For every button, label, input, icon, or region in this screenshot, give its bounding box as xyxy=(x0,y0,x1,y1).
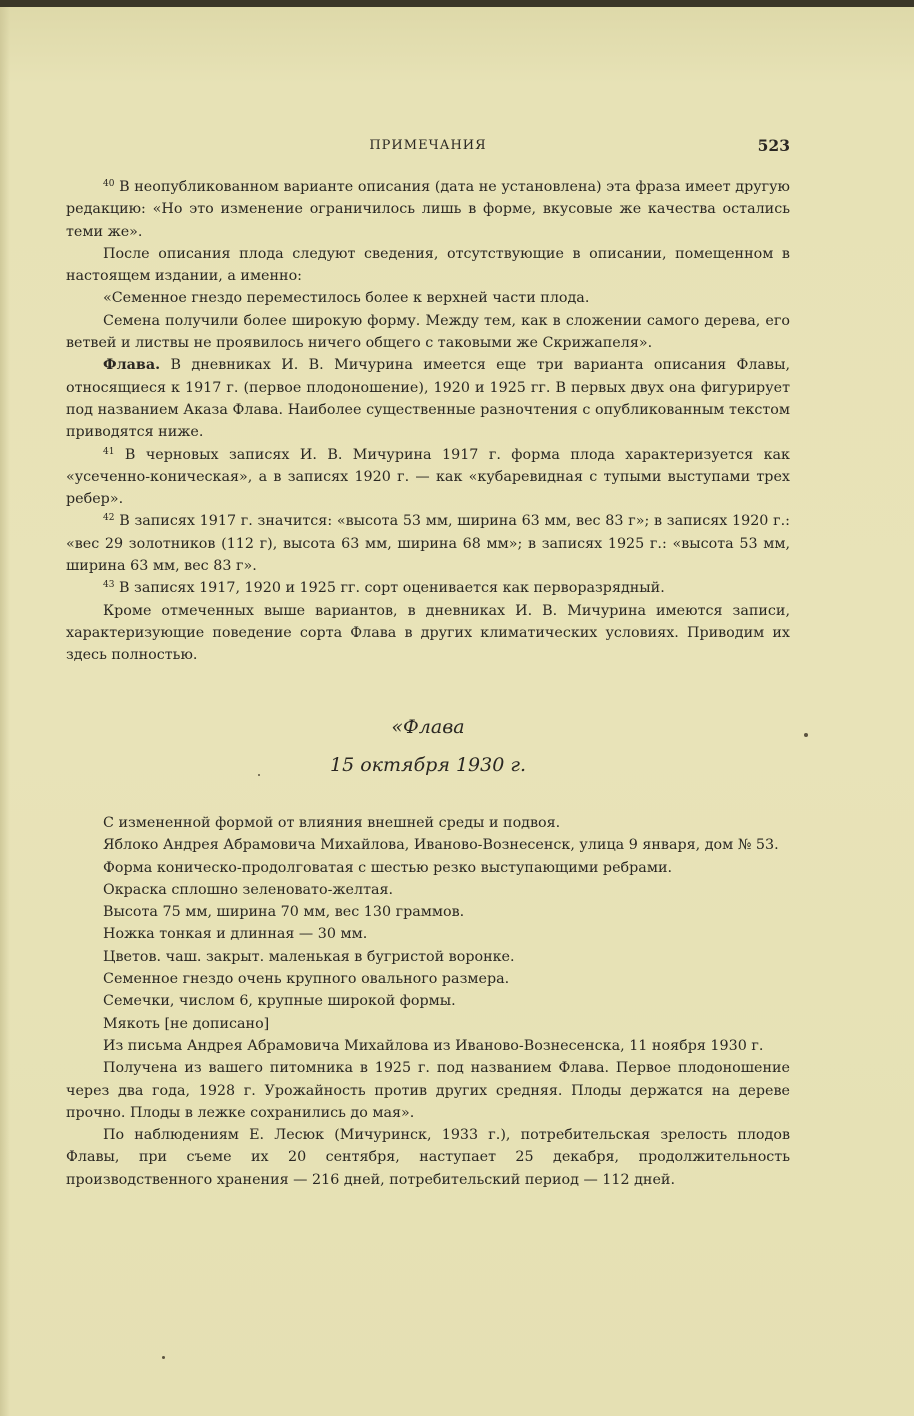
entry-line: Форма коническо-продолговатая с шестью резко выступающими ребрами. xyxy=(103,859,673,876)
page-header xyxy=(66,136,790,158)
scan-border xyxy=(0,0,914,7)
entry-line: По наблюдениям Е. Лесюк (Мичуринск, 1933 г.), потребительская зрелость плодов Флавы, при съеме их 20 сентября, наступает 25 декабря, продолжительность производственного хранения — 216 дней, потребительский период — 112 дней. xyxy=(66,1127,790,1188)
quote-seed-nest: «Семенное гнездо переместилось более к верхней части плода. xyxy=(103,290,590,307)
entry-body xyxy=(66,812,790,1191)
entry-line: Ножка тонкая и длинная — 30 мм. xyxy=(103,926,368,943)
flava-title: Флава. xyxy=(103,357,161,374)
note-43 xyxy=(66,577,790,599)
notes-section xyxy=(66,176,790,667)
scan-speck xyxy=(804,733,808,737)
note-42-mark: 42 xyxy=(103,513,115,524)
entry-line: Из письма Андрея Абрамовича Михайлова из Иваново-Вознесенска, 11 ноября 1930 г. xyxy=(103,1037,764,1054)
flava-text: В дневниках И. В. Мичурина имеется еще три варианта описания Флавы, относящиеся к 1917 г. (первое плодоношение), 1920 и 1925 гг. В первых двух она фигурирует под названием Аказа Флава. Наиболее существенные разночтения с опубликованным текстом приводятся ниже. xyxy=(66,357,790,441)
note-43-mark: 43 xyxy=(103,580,115,591)
note-43-text: В записях 1917, 1920 и 1925 гг. сорт оценивается как перворазрядный. xyxy=(119,580,665,597)
note-40 xyxy=(66,176,790,243)
entry-line: Цветов. чаш. закрыт. маленькая в бугристой воронке. xyxy=(103,948,515,965)
scan-speck xyxy=(162,1356,165,1359)
note-42-text: В записях 1917 г. значится: «высота 53 мм, ширина 63 мм, вес 83 г»; в записях 1920 г.: «вес 29 золотников (112 г), высота 63 мм, ширина 68 мм»; в записях 1925 г.: «высота 53 мм, ширина 63 мм, вес 83 г». xyxy=(66,513,790,575)
note-42 xyxy=(66,510,790,577)
page-edge-shadow xyxy=(0,7,10,1416)
entry-line: Яблоко Андрея Абрамовича Михайлова, Иваново-Вознесенск, улица 9 января, дом № 53. xyxy=(103,837,779,854)
note-41 xyxy=(66,444,790,511)
entry-line: Получена из вашего питомника в 1925 г. под названием Флава. Первое плодоношение через два года, 1928 г. Урожайность против других средняя. Плоды держатся на дереве прочно. Плоды в лежке сохранились до мая». xyxy=(66,1060,790,1121)
note-40-mark: 40 xyxy=(103,179,115,189)
entry-heading: «Флава xyxy=(391,716,465,738)
entry-line: Семечки, числом 6, крупные широкой формы. xyxy=(103,993,456,1010)
entry-line: Высота 75 мм, ширина 70 мм, вес 130 граммов. xyxy=(103,904,465,921)
note-41-text: В черновых записях И. В. Мичурина 1917 г. форма плода характеризуется как «усеченно-коническая», а в записях 1920 г. — как «кубаревидная с тупыми выступами трех ребер». xyxy=(66,446,790,508)
paragraph-besides: Кроме отмеченных выше вариантов, в дневниках И. В. Мичурина имеются записи, характеризующие поведение сорта Флава в других климатических условиях. Приводим их здесь полностью. xyxy=(66,602,790,664)
entry-date: 15 октября 1930 г. xyxy=(329,754,526,776)
running-title: ПРИМЕЧАНИЯ xyxy=(369,138,487,153)
scan-speck xyxy=(258,774,260,776)
entry-line: С измененной формой от влияния внешней среды и подвоя. xyxy=(103,815,561,831)
paragraph-after-description: После описания плода следуют сведения, отсутствующие в описании, помещенном в настоящем издании, а именно: xyxy=(66,245,790,285)
quote-seeds: Семена получили более широкую форму. Между тем, как в сложении самого дерева, его ветвей и листвы не проявилось ничего общего с таковыми же Скрижапеля». xyxy=(66,312,790,352)
flava-paragraph xyxy=(66,354,790,443)
entry-line: Мякоть [не дописано] xyxy=(103,1015,270,1032)
note-41-mark: 41 xyxy=(103,446,115,457)
entry-line: Окраска сплошно зеленовато-желтая. xyxy=(103,881,394,898)
entry-line: Семенное гнездо очень крупного овального размера. xyxy=(103,971,510,988)
note-40-text: В неопубликованном варианте описания (дата не установлена) эта фраза имеет другую редакцию: «Но это изменение ограничилось лишь в форме, вкусовые же качества остались теми же». xyxy=(66,179,790,240)
page-number: 523 xyxy=(757,136,790,155)
